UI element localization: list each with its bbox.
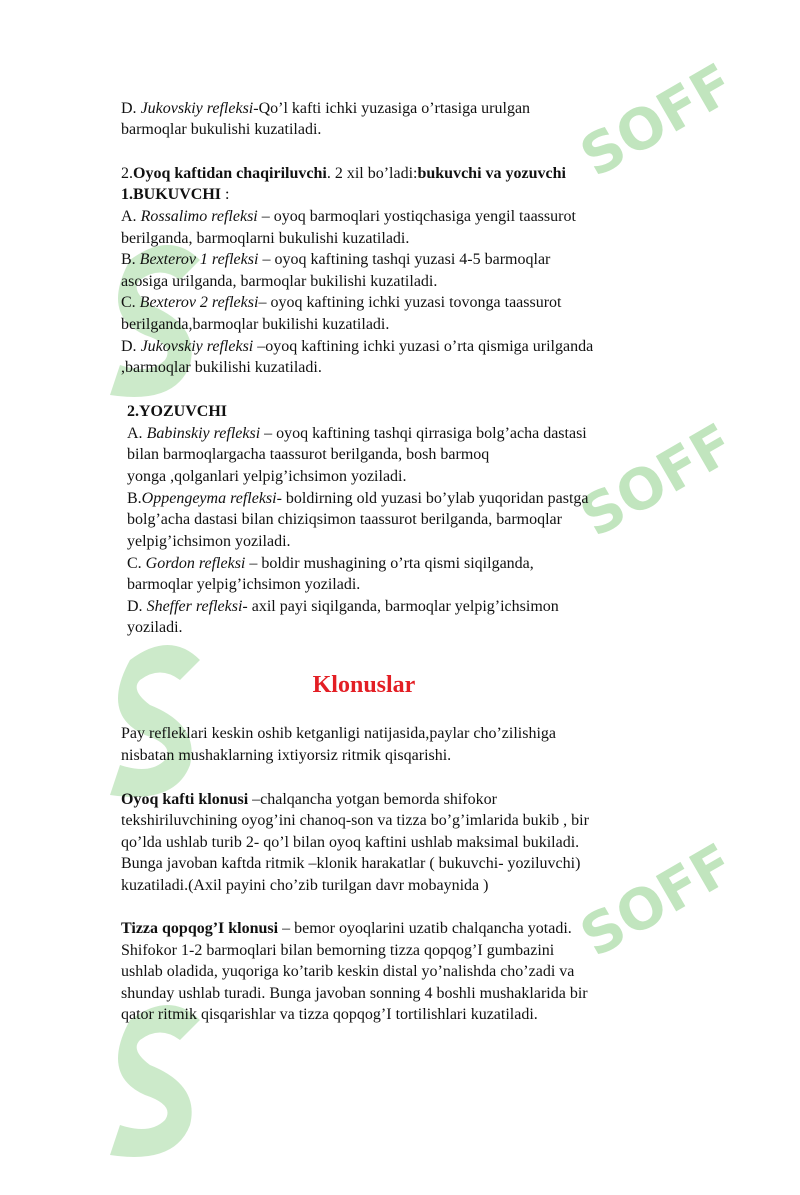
reflex-description: – boldir mushagining o’rta qismi siqilganda, bbox=[245, 555, 534, 572]
reflex-description: berilganda, barmoqlarni bukulishi kuzatiladi. bbox=[121, 230, 410, 247]
item-prefix: A. bbox=[121, 208, 141, 225]
reflex-description: - boldirning old yuzasi bo’ylab yuqoridan pastga bbox=[276, 490, 589, 507]
reflex-description: bilan barmoqlargacha taassurot berilganda, bosh barmoq bbox=[127, 446, 490, 463]
reflex-description: – oyoq barmoqlari yostiqchasiga yengil taassurot bbox=[257, 208, 576, 225]
item-prefix: B. bbox=[121, 251, 140, 268]
tizza-klonus-line5 bbox=[121, 1004, 538, 1026]
item-prefix: B. bbox=[127, 490, 142, 507]
yozuvchi-item-c-line2 bbox=[127, 574, 360, 596]
bukuvchi-item-d-line2 bbox=[121, 357, 322, 379]
bukuvchi-item-c-line2 bbox=[121, 314, 389, 336]
klonuslar-intro-line2 bbox=[121, 745, 451, 767]
reflex-description: -Qo’l kafti ichki yuzasiga o’rtasiga urulgan bbox=[253, 100, 531, 117]
reflex-term: Rossalimo refleksi bbox=[140, 208, 258, 225]
oyoq-klonus-line5 bbox=[121, 875, 488, 897]
reflex-description: yelpig’ichsimon yoziladi. bbox=[127, 533, 291, 550]
paragraph-text: nisbatan mushaklarning ixtiyorsiz ritmik qisqarishi. bbox=[121, 747, 452, 764]
reflex-description: bolg’acha dastasi bilan chiziqsimon taassurot berilganda, barmoqlar bbox=[127, 511, 562, 528]
reflex-term: Sheffer refleksi bbox=[146, 598, 243, 615]
yozuvchi-item-b-line2 bbox=[127, 509, 562, 531]
paragraph-text: Shifokor 1-2 barmoqlari bilan bemorning tizza qopqog’I gumbazini bbox=[121, 942, 555, 959]
section-number: 2. bbox=[121, 165, 133, 182]
tizza-klonus-line3 bbox=[121, 961, 574, 983]
bukuvchi-item-c-line1 bbox=[121, 292, 562, 314]
oyoq-klonus-line2 bbox=[121, 810, 589, 832]
item-prefix: A. bbox=[127, 425, 147, 442]
paragraph-text: ushlab oladida, yuqoriga ko’tarib keskin distal yo’nalishda cho’zadi va bbox=[121, 963, 575, 980]
item-prefix: C. bbox=[121, 294, 140, 311]
reflex-description: berilganda,barmoqlar bukilishi kuzatiladi. bbox=[121, 316, 390, 333]
yozuvchi-item-b-line3 bbox=[127, 531, 291, 553]
oyoq-klonus-line1 bbox=[121, 789, 497, 811]
section-subtitle: bukuvchi va yozuvchi bbox=[417, 165, 566, 182]
subheading-yozuvchi bbox=[127, 401, 227, 423]
paragraph-text: Pay reflеklari keskin oshib ketganligi natijasida,paylar cho’zilishiga bbox=[121, 725, 556, 742]
section-title: Oyoq kaftidan chaqiriluvchi bbox=[133, 165, 327, 182]
oyoq-klonus-line4 bbox=[121, 853, 580, 875]
bukuvchi-item-a-line1 bbox=[121, 206, 576, 228]
reflex-term: Bexterov 2 refleksi bbox=[139, 294, 259, 311]
bukuvchi-item-b-line2 bbox=[121, 271, 437, 293]
reflex-description: - axil payi siqilganda, barmoqlar yelpig’ichsimon bbox=[242, 598, 559, 615]
section-heading-oyoq-kaftidan bbox=[121, 163, 566, 185]
clonus-term: Oyoq kafti klonusi bbox=[121, 791, 249, 808]
reflex-description: – oyoq kaftining tashqi qirrasiga bolg’acha dastasi bbox=[260, 425, 587, 442]
yozuvchi-item-a-line3 bbox=[127, 466, 407, 488]
bukuvchi-item-d-line1 bbox=[121, 336, 593, 358]
item-prefix: D. bbox=[121, 338, 141, 355]
paragraph-text: tekshiriluvchining oyog’ini chanoq-son va tizza bo’g’imlarida bukib , bir bbox=[121, 812, 589, 829]
yozuvchi-item-a-line1 bbox=[127, 423, 587, 445]
section-text: . 2 xil bo’ladi: bbox=[326, 165, 418, 182]
yozuvchi-item-b-line1 bbox=[127, 488, 589, 510]
paragraph-text: Bunga javoban kaftda ritmik –klonik harakatlar ( bukuvchi- yoziluvchi) bbox=[121, 855, 581, 872]
item-prefix: D. bbox=[121, 100, 141, 117]
reflex-description: yoziladi. bbox=[127, 619, 183, 636]
yozuvchi-item-d-line1 bbox=[127, 596, 559, 618]
reflex-term: Babinskiy refleksi bbox=[146, 425, 261, 442]
tizza-klonus-line2 bbox=[121, 940, 554, 962]
bukuvchi-item-a-line2 bbox=[121, 228, 409, 250]
subheading-colon: : bbox=[221, 186, 230, 203]
subheading-title: 2.YOZUVCHI bbox=[127, 403, 228, 420]
reflex-description: ,barmoqlar bukilishi kuzatiladi. bbox=[121, 359, 322, 376]
paragraph-jukovskiy-hand-line1 bbox=[121, 98, 530, 120]
svg-text:SOFF: SOFF bbox=[570, 51, 740, 191]
reflex-term: Jukovskiy refleksi bbox=[140, 100, 254, 117]
subheading-title: 1.BUKUVCHI bbox=[121, 186, 222, 203]
reflex-description: – oyoq kaftining ichki yuzasi tovonga taassurot bbox=[258, 294, 562, 311]
reflex-description: barmoqlar bukulishi kuzatiladi. bbox=[121, 121, 322, 138]
item-prefix: C. bbox=[127, 555, 146, 572]
section-title-klonuslar: Klonuslar bbox=[312, 672, 416, 698]
svg-text:SOFF: SOFF bbox=[570, 411, 740, 551]
reflex-term: Gordon refleksi bbox=[145, 555, 246, 572]
paragraph-text: kuzatiladi.(Axil payini cho’zib turilgan davr mobaynida ) bbox=[121, 877, 489, 894]
paragraph-jukovskiy-hand-line2 bbox=[121, 119, 321, 141]
tizza-klonus-line4 bbox=[121, 983, 588, 1005]
paragraph-text: qo’lda ushlab turib 2- qo’l bilan oyoq kaftini ushlab maksimal bukiladi. bbox=[121, 834, 580, 851]
oyoq-klonus-line3 bbox=[121, 832, 579, 854]
yozuvchi-item-c-line1 bbox=[127, 553, 534, 575]
bukuvchi-item-b-line1 bbox=[121, 249, 550, 271]
reflex-description: –oyoq kaftining ichki yuzasi o’rta qismiga urilganda bbox=[253, 338, 594, 355]
svg-text:SOFF: SOFF bbox=[570, 831, 740, 971]
reflex-term: Jukovskiy refleksi bbox=[140, 338, 254, 355]
item-prefix: D. bbox=[127, 598, 147, 615]
reflex-term: Bexterov 1 refleksi bbox=[139, 251, 259, 268]
reflex-description: – oyoq kaftining tashqi yuzasi 4-5 barmoqlar bbox=[258, 251, 551, 268]
subheading-bukuvchi bbox=[121, 184, 229, 206]
reflex-description: yonga ,qolganlari yelpig’ichsimon yoziladi. bbox=[127, 468, 407, 485]
paragraph-text: qator ritmik qisqarishlar va tizza qopqog’I tortilishlari kuzatiladi. bbox=[121, 1006, 538, 1023]
reflex-description: barmoqlar yelpig’ichsimon yoziladi. bbox=[127, 576, 361, 593]
clonus-term: Tizza qopqog’I klonusi bbox=[121, 920, 279, 937]
klonuslar-intro-line1 bbox=[121, 723, 556, 745]
reflex-term: Oppengeyma refleksi bbox=[141, 490, 277, 507]
paragraph-text: shunday ushlab turadi. Bunga javoban sonning 4 boshli mushaklarida bir bbox=[121, 985, 588, 1002]
reflex-description: asosiga urilganda, barmoqlar bukilishi kuzatiladi. bbox=[121, 273, 438, 290]
yozuvchi-item-a-line2 bbox=[127, 444, 489, 466]
yozuvchi-item-d-line2 bbox=[127, 617, 183, 639]
paragraph-text: – bemor oyoqlarini uzatib chalqancha yotadi. bbox=[278, 920, 572, 937]
paragraph-text: –chalqancha yotgan bemorda shifokor bbox=[248, 791, 497, 808]
tizza-klonus-line1 bbox=[121, 918, 572, 940]
